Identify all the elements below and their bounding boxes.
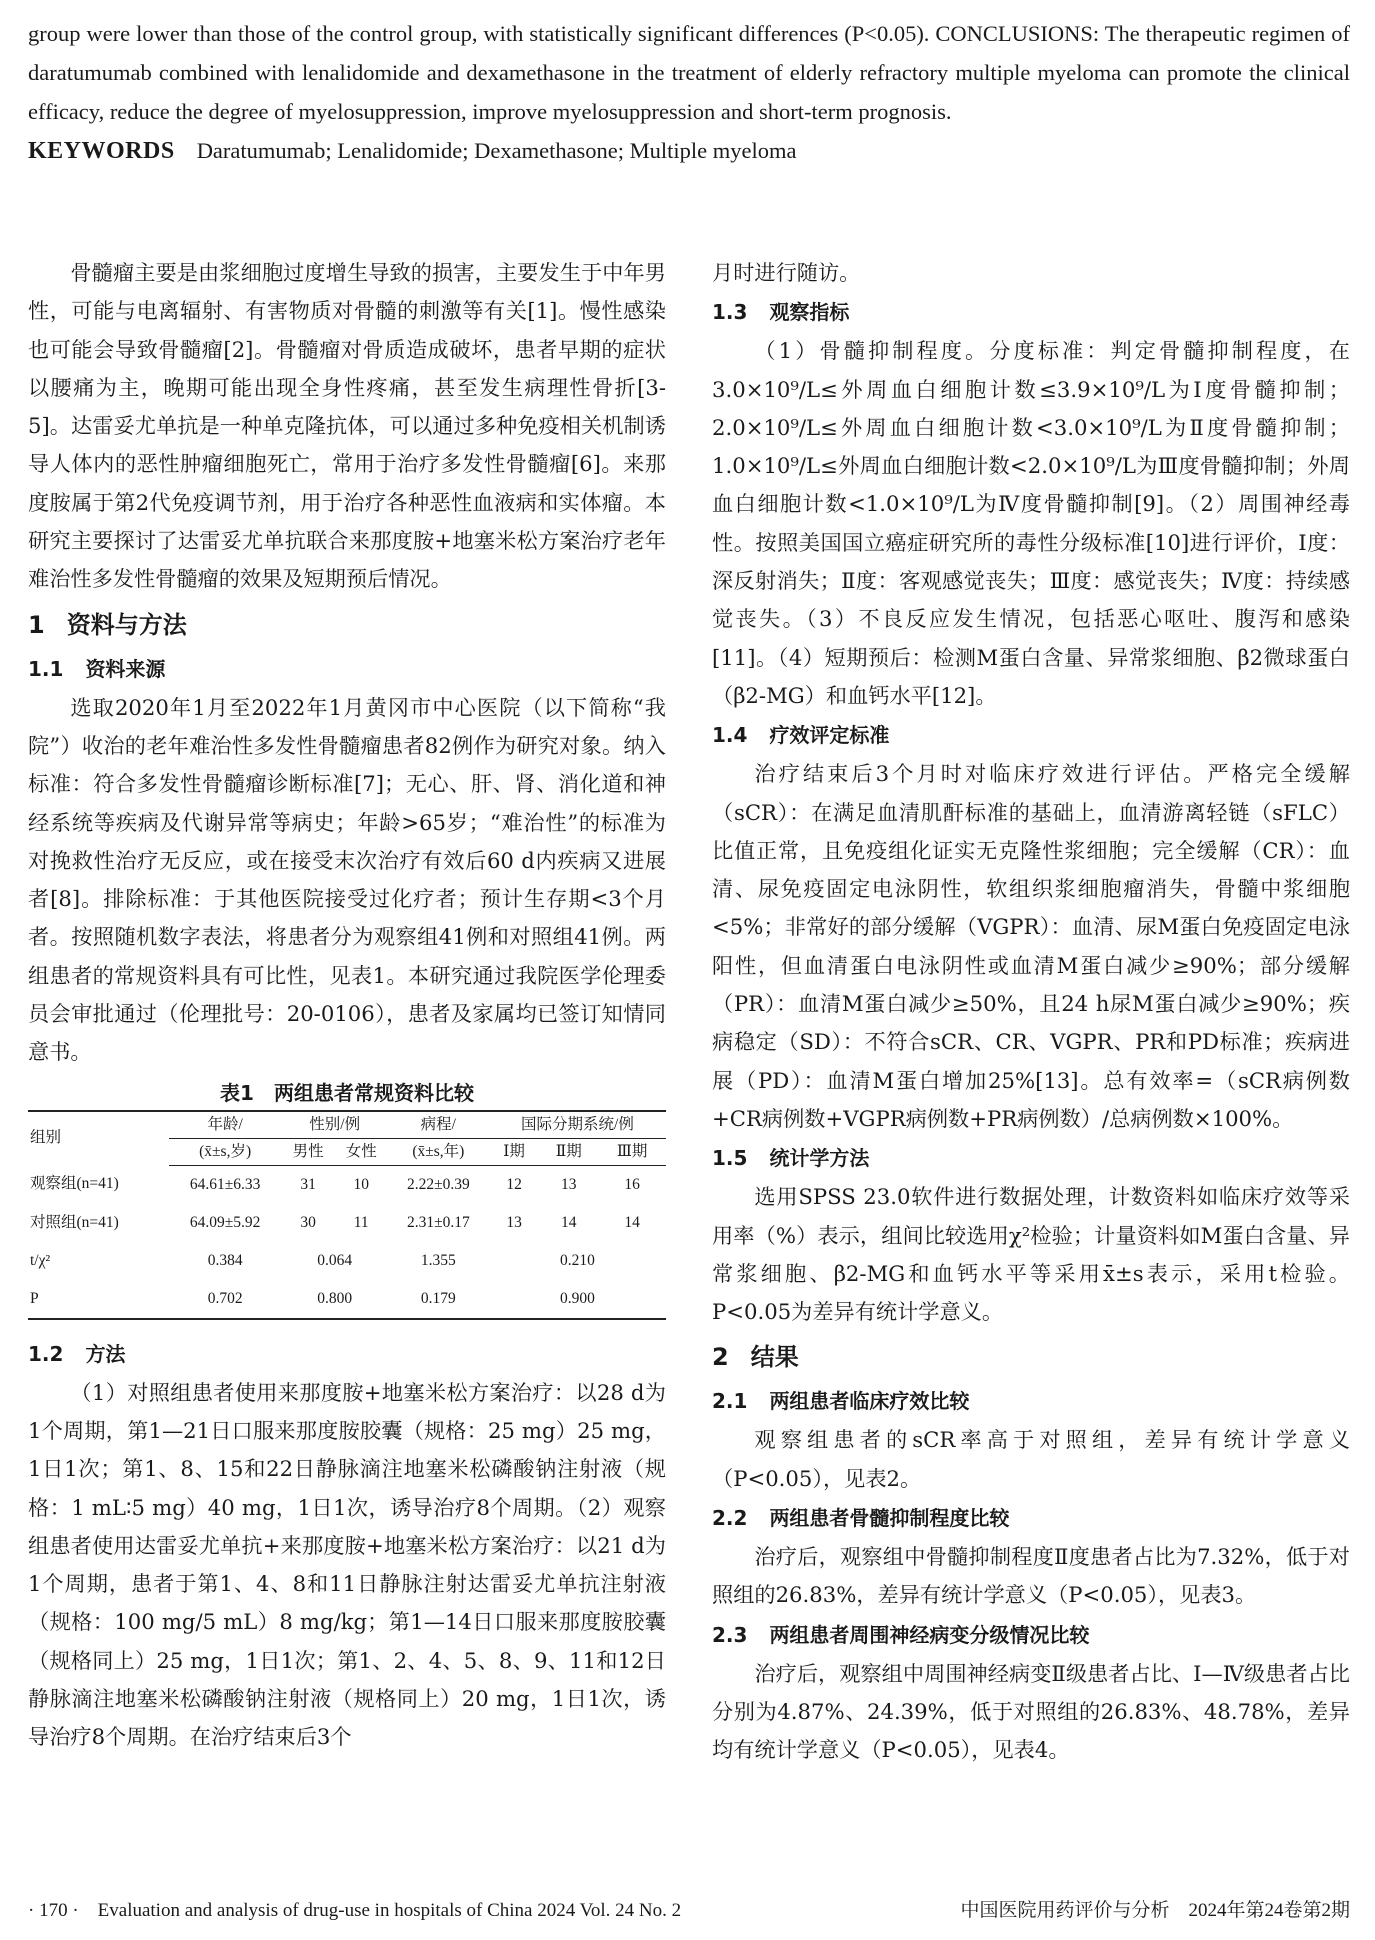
subsection-title: 两组患者临床疗效比较 (769, 1389, 970, 1414)
row-label: 观察组(n=41) (30, 1175, 119, 1193)
body-paragraph-continued: 月时进行随访。 (712, 260, 861, 285)
keywords-label: KEYWORDS (28, 138, 175, 164)
cell-stage-2: 14 (560, 1213, 577, 1231)
table-title: 表1 两组患者常规资料比较 (220, 1080, 474, 1105)
intro-paragraph: 骨髓瘤主要是由浆细胞过度增生导致的损害，主要发生于中年男性，可能与电离辐射、有害物质对骨髓的刺激等有关[1]。慢性感染也可能会导致骨髓瘤[2]。骨髓瘤对骨质造成破坏，患者早期的症状以腰痛为主，晚期可能出现全身性疼痛，甚至发生病理性骨折[3-5]。达雷妥尤单抗是一种单克隆抗体，可以通过多种免疫相关机制诱导人体内的恶性肿瘤细胞死亡，常用于治疗多发性骨髓瘤[6]。来那度胺属于第2代免疫调节剂，用于治疗各种恶性血液病和实体瘤。本研究主要探讨了达雷妥尤单抗联合来那度胺+地塞米松方案治疗老年难治性多发性骨髓瘤的效果及短期预后情况。 (28, 260, 666, 592)
cell-stage-1: 13 (506, 1213, 522, 1231)
col-sex: 性别/例 (282, 1111, 388, 1139)
subsection-heading (712, 292, 1350, 332)
body-paragraph: （1）骨髓抑制程度。分度标准：判定骨髓抑制程度，在3.0×10⁹/L≤外周血白细胞计数≤3.9×10⁹/L为Ⅰ度骨髓抑制；2.0×10⁹/L≤外周血白细胞计数<3.0×10⁹/L为Ⅱ度骨髓抑制；1.0×10⁹/L≤外周血白细胞计数<2.0×10⁹/L为Ⅲ度骨髓抑制；外周血白细胞计数<1.0×10⁹/L为Ⅳ度骨髓抑制[9]。（2）周围神经毒性。按照美国国立癌症研究所的毒性分级标准[10]进行评价，Ⅰ度：深反射消失；Ⅱ度：客观感觉丧失；Ⅲ度：感觉丧失；Ⅳ度：持续感觉丧失。（3）不良反应发生情况，包括恶心呕吐、腹泻和感染[11]。（4）短期预后：检测M蛋白含量、异常浆细胞、β2微球蛋白（β2-MG）和血钙水平[12]。 (712, 338, 1350, 708)
col-stage-3: Ⅲ期 (598, 1138, 666, 1165)
cell-female: 10 (353, 1175, 369, 1193)
subsection-number: 2.2 (712, 1506, 748, 1531)
row-label: 对照组(n=41) (30, 1213, 119, 1231)
cell-male: 30 (300, 1213, 316, 1231)
subsection-title: 两组患者骨髓抑制程度比较 (769, 1506, 1010, 1531)
col-course-label: 病程/ (420, 1115, 456, 1133)
cell-age-stat: 0.384 (207, 1251, 243, 1269)
cell-stage-stat: 0.210 (560, 1251, 595, 1269)
keywords-line (28, 131, 1350, 171)
subsection-heading (712, 1498, 1350, 1538)
subsection-number: 2.3 (712, 1622, 748, 1647)
subsection-number: 2.1 (712, 1389, 748, 1414)
subsection-title: 观察指标 (769, 300, 850, 325)
section-number: 1 (28, 610, 45, 639)
keywords-text: Daratumumab; Lenalidomide; Dexamethasone; Multiple myeloma (196, 138, 797, 163)
table-row-pvalue (28, 1280, 666, 1319)
cell-course-p: 0.179 (388, 1280, 489, 1319)
section-title: 资料与方法 (66, 610, 187, 639)
subsection-heading (712, 1615, 1350, 1655)
left-column (28, 254, 666, 1757)
subsection-title: 疗效评定标准 (769, 723, 890, 748)
subsection-title: 两组患者周围神经病变分级情况比较 (769, 1622, 1090, 1647)
subsection-number: 1.1 (28, 656, 64, 681)
body-paragraph: 观察组患者的sCR率高于对照组，差异有统计学意义（P<0.05），见表2。 (712, 1427, 1350, 1491)
col-course (388, 1111, 489, 1139)
cell-stage-3: 16 (624, 1175, 640, 1193)
table-row (28, 1204, 666, 1242)
subsection-number: 1.2 (28, 1341, 64, 1366)
cell-sex-p: 0.800 (282, 1280, 388, 1319)
col-stage-2: Ⅱ期 (539, 1138, 598, 1165)
col-stage-1: Ⅰ期 (489, 1138, 539, 1165)
baseline-table (28, 1110, 666, 1320)
cell-age-p: 0.702 (169, 1280, 282, 1319)
cell-course: 2.22±0.39 (406, 1175, 470, 1193)
col-group: 组别 (28, 1111, 169, 1166)
subsection-number: 1.4 (712, 723, 748, 748)
cell-stage-3: 14 (624, 1213, 640, 1231)
col-course-unit: (x̄±s,年) (388, 1138, 489, 1165)
abstract-text: group were lower than those of the control group, with statistically significant differences (P<0.05). CONCLUSIONS: The therapeutic regimen of daratumumab combined with lenalidomide and dexamethasone in the treatment of elderly refractory multiple myeloma can promote the clinical efficacy, reduce the degree of myelosuppression, improve myelosuppression and short-term prognosis. (28, 21, 1350, 124)
subsection-heading (712, 1381, 1350, 1421)
subsection-heading (28, 649, 666, 689)
section-heading (712, 1333, 1350, 1381)
col-age-unit: (x̄±s,岁) (169, 1138, 282, 1165)
section-number: 2 (712, 1343, 729, 1372)
cell-female: 11 (353, 1213, 369, 1231)
row-label: P (28, 1280, 169, 1319)
body-paragraph: 治疗后，观察组中周围神经病变Ⅱ级患者占比、Ⅰ—Ⅳ级患者占比分别为4.87%、24.39%，低于对照组的26.83%、48.78%，差异均有统计学意义（P<0.05），见表4。 (712, 1660, 1350, 1763)
subsection-title: 方法 (85, 1341, 126, 1366)
body-paragraph: 治疗结束后3个月时对临床疗效进行评估。严格完全缓解（sCR）：在满足血清肌酐标准的基础上，血清游离轻链（sFLC）比值正常，且免疫组化证实无克隆性浆细胞；完全缓解（CR）：血清、尿免疫固定电泳阴性，软组织浆细胞瘤消失，骨髓中浆细胞<5%；非常好的部分缓解（VGPR）：血清、尿M蛋白免疫固定电泳阳性，但血清蛋白电泳阴性或血清M蛋白减少≥90%；部分缓解（PR）：血清M蛋白减少≥50%，且24 h尿M蛋白减少≥90%；疾病稳定（SD）：不符合sCR、CR、VGPR、PR和PD标准；疾病进展（PD）：血清M蛋白增加25%[13]。总有效率=（sCR病例数+CR病例数+VGPR病例数+PR病例数）/总病例数×100%。 (712, 761, 1350, 1131)
cell-male: 31 (300, 1175, 316, 1193)
subsection-number: 1.5 (712, 1146, 748, 1171)
cell-sex-stat: 0.064 (317, 1251, 353, 1269)
cell-stage-2: 13 (560, 1175, 577, 1193)
table-row (28, 1165, 666, 1204)
col-stage: 国际分期系统/例 (489, 1111, 666, 1139)
cell-stage-p: 0.900 (489, 1280, 666, 1319)
subsection-number: 1.3 (712, 300, 748, 325)
cell-course-stat: 1.355 (420, 1251, 456, 1269)
english-abstract (28, 14, 1350, 171)
cell-stage-1: 12 (506, 1175, 522, 1193)
footer-left: · 170 · Evaluation and analysis of drug-use in hospitals of China 2024 Vol. 24 No. 2 (28, 1900, 682, 1921)
col-age-label: 年龄/ (207, 1115, 243, 1133)
cell-age: 64.09±5.92 (189, 1213, 261, 1231)
section-heading (28, 601, 666, 649)
cell-age: 64.61±6.33 (189, 1175, 261, 1193)
footer-right: 中国医院用药评价与分析 2024年第24卷第2期 (960, 1900, 1350, 1921)
subsection-title: 统计学方法 (769, 1146, 870, 1171)
row-label: t/χ² (30, 1251, 51, 1269)
right-column (712, 254, 1350, 1770)
cell-course: 2.31±0.17 (406, 1213, 470, 1231)
col-age (169, 1111, 282, 1139)
body-paragraph: 治疗后，观察组中骨髓抑制程度Ⅱ度患者占比为7.32%，低于对照组的26.83%，差异有统计学意义（P<0.05），见表3。 (712, 1544, 1350, 1608)
body-paragraph: （1）对照组患者使用来那度胺+地塞米松方案治疗：以28 d为1个周期，第1—21日口服来那度胺胶囊（规格：25 mg）25 mg，1日1次；第1、8、15和22日静脉滴注地塞米松磷酸钠注射液（规格：1 mL∶5 mg）40 mg，1日1次，诱导治疗8个周期。（2）观察组患者使用达雷妥尤单抗+来那度胺+地塞米松方案治疗：以21 d为1个周期，患者于第1、4、8和11日静脉注射达雷妥尤单抗注射液（规格：100 mg/5 mL）8 mg/kg；第1—14日口服来那度胺胶囊（规格同上）25 mg，1日1次；第1、2、4、5、8、9、11和12日静脉滴注地塞米松磷酸钠注射液（规格同上）20 mg，1日1次，诱导治疗8个周期。在治疗结束后3个 (28, 1379, 666, 1750)
body-paragraph: 选用SPSS 23.0软件进行数据处理，计数资料如临床疗效等采用率（%）表示，组间比较选用χ²检验；计量资料如M蛋白含量、异常浆细胞、β2-MG和血钙水平等采用x̄±s表示，采用t检验。P<0.05为差异有统计学意义。 (712, 1184, 1350, 1325)
subsection-heading (712, 1138, 1350, 1178)
table-row-statistic (28, 1242, 666, 1280)
subsection-title: 资料来源 (85, 656, 166, 681)
body-paragraph: 选取2020年1月至2022年1月黄冈市中心医院（以下简称“我院”）收治的老年难治性多发性骨髓瘤患者82例作为研究对象。纳入标准：符合多发性骨髓瘤诊断标准[7]；无心、肝、肾、消化道和神经系统等疾病及代谢异常等病史；年龄>65岁；“难治性”的标准为对挽救性治疗无反应，或在接受末次治疗有效后60 d内疾病又进展者[8]。排除标准：于其他医院接受过化疗者；预计生存期<3个月者。按照随机数字表法，将患者分为观察组41例和对照组41例。两组患者的常规资料具有可比性，见表1。本研究通过我院医学伦理委员会审批通过（伦理批号：20-0106），患者及家属均已签订知情同意书。 (28, 694, 666, 1065)
section-title: 结果 (750, 1343, 799, 1372)
subsection-heading (28, 1334, 666, 1374)
subsection-heading (712, 715, 1350, 755)
col-male: 男性 (282, 1138, 335, 1165)
col-female: 女性 (335, 1138, 388, 1165)
